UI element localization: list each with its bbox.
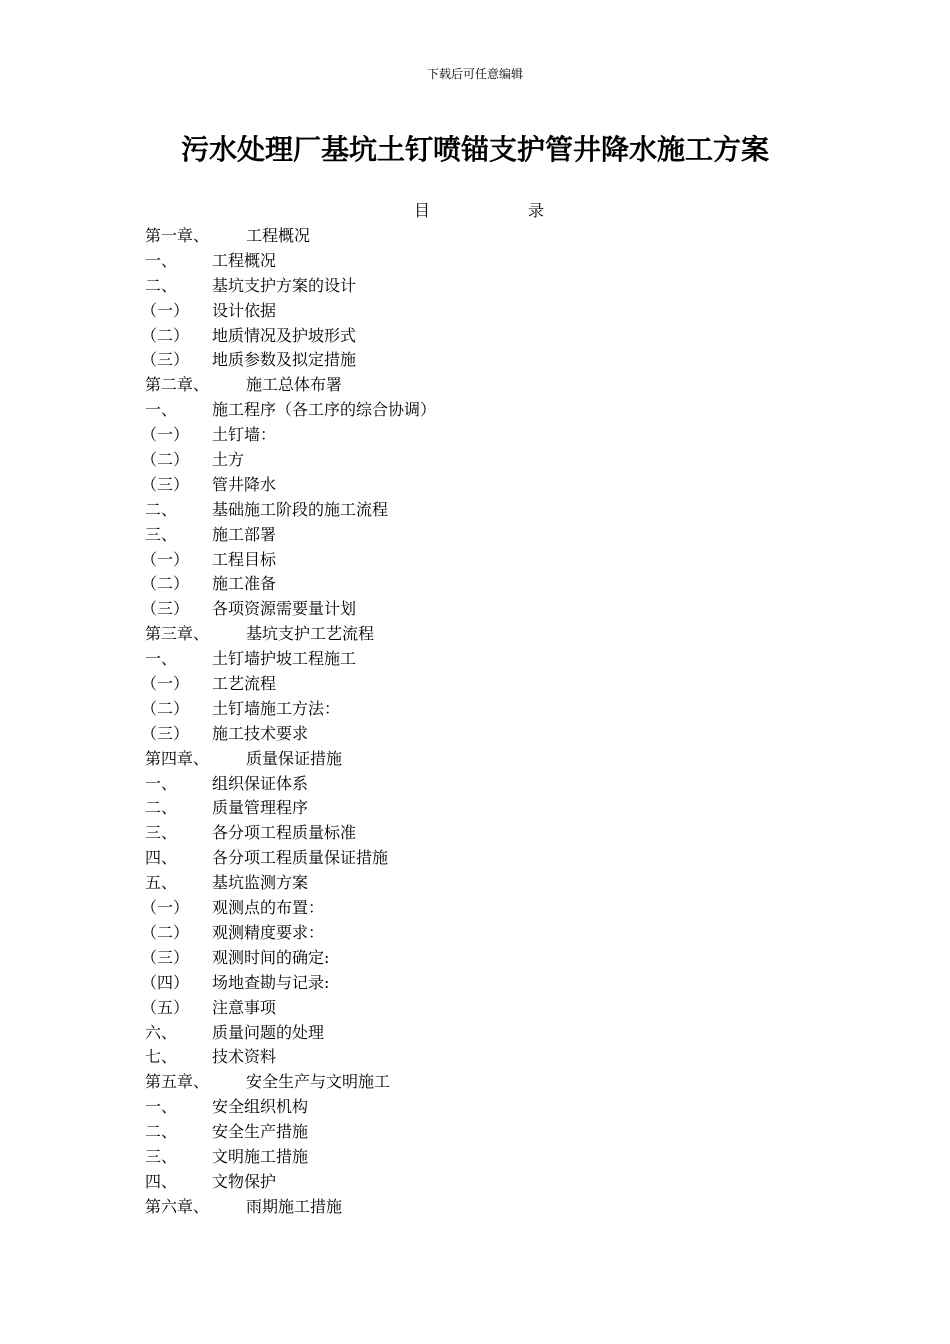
document-title: 污水处理厂基坑土钉喷锚支护管井降水施工方案 xyxy=(180,133,769,166)
toc-entry[interactable] xyxy=(145,373,805,398)
toc-entry-number: 四、 xyxy=(145,848,178,868)
toc-entry-number: 第三章、 xyxy=(145,624,210,644)
toc-entry-number: （五） xyxy=(141,997,190,1017)
toc-entry-text: 安全生产与文明施工 xyxy=(246,1072,391,1092)
toc-entry[interactable] xyxy=(145,647,805,672)
toc-entry[interactable] xyxy=(145,871,805,896)
toc-entry[interactable] xyxy=(145,747,805,772)
toc-entry-number: 六、 xyxy=(145,1022,178,1042)
toc-entry-text: 地质参数及拟定措施 xyxy=(212,350,357,370)
toc-entry-text: 质量管理程序 xyxy=(212,798,309,818)
toc-entry[interactable] xyxy=(141,348,805,373)
toc-entry[interactable] xyxy=(141,572,805,597)
toc-entry[interactable] xyxy=(145,398,805,423)
toc-entry-text: 工程概况 xyxy=(212,250,277,270)
toc-entry-text: 施工部署 xyxy=(212,524,277,544)
toc-entry-text: 文明施工措施 xyxy=(212,1146,309,1166)
toc-entry-number: 三、 xyxy=(145,1146,178,1166)
toc-entry-number: （三） xyxy=(141,723,190,743)
toc-entry-text: 管井降水 xyxy=(212,474,277,494)
toc-entry[interactable] xyxy=(145,498,805,523)
toc-entry-text: 质量保证措施 xyxy=(246,748,343,768)
toc-entry-text: 基础施工阶段的施工流程 xyxy=(212,499,389,519)
toc-entry-text: 基坑支护方案的设计 xyxy=(212,275,357,295)
toc-entry-text: 土钉墙： xyxy=(212,425,277,445)
toc-entry[interactable] xyxy=(145,1120,805,1145)
toc-entry-number: 一、 xyxy=(145,1097,178,1117)
toc-entry-number: 二、 xyxy=(145,798,178,818)
toc-entry-text: 质量问题的处理 xyxy=(212,1022,325,1042)
toc-entry-number: 第一章、 xyxy=(145,226,210,245)
toc-entry-text: 施工技术要求 xyxy=(212,723,309,743)
toc-entry[interactable] xyxy=(141,672,805,697)
toc-entry-number: （二） xyxy=(141,574,190,594)
toc-entry-text: 工程概况 xyxy=(246,226,311,245)
toc-entry[interactable] xyxy=(145,1070,805,1095)
toc-entry[interactable] xyxy=(145,523,805,548)
toc-entry-number: 四、 xyxy=(145,1171,178,1191)
toc-entry-text: 工程目标 xyxy=(212,549,277,569)
toc-entry-text: 观测时间的确定: xyxy=(212,947,330,967)
toc-entry-text: 各分项工程质量保证措施 xyxy=(212,848,389,868)
toc-entry[interactable] xyxy=(141,722,805,747)
toc-entry-number: 一、 xyxy=(145,250,178,270)
toc-entry-text: 基坑监测方案 xyxy=(212,873,309,893)
toc-entry-text: 土方 xyxy=(212,450,245,470)
toc-heading xyxy=(414,200,544,222)
toc-entry-number: 第四章、 xyxy=(145,748,210,768)
toc-entry-number: 第五章、 xyxy=(145,1072,210,1092)
toc-entry[interactable] xyxy=(141,473,805,498)
toc-entry-number: （二） xyxy=(141,922,190,942)
toc-entry[interactable] xyxy=(145,249,805,274)
toc-entry[interactable] xyxy=(145,1195,805,1220)
toc-entry-text: 土钉墙施工方法： xyxy=(212,698,341,718)
toc-entry[interactable] xyxy=(145,796,805,821)
toc-entry[interactable] xyxy=(141,971,805,996)
toc-entry-text: 各分项工程质量标准 xyxy=(212,823,357,843)
toc-entry[interactable] xyxy=(145,1170,805,1195)
toc-entry[interactable] xyxy=(145,1045,805,1070)
toc-entry[interactable] xyxy=(141,946,805,971)
toc-entry-number: （一） xyxy=(141,425,190,445)
toc-entry-text: 设计依据 xyxy=(212,300,277,320)
toc-entry-number: （三） xyxy=(141,947,190,967)
toc-entry-text: 施工准备 xyxy=(212,574,277,594)
toc-entry[interactable] xyxy=(145,772,805,797)
toc-entry-text: 观测点的布置： xyxy=(212,898,325,918)
toc-entry[interactable] xyxy=(141,896,805,921)
toc-entry[interactable] xyxy=(141,697,805,722)
toc-entry[interactable] xyxy=(145,1095,805,1120)
toc-entry-number: 五、 xyxy=(145,873,178,893)
toc-entry-text: 安全组织机构 xyxy=(212,1097,309,1117)
toc-entry-number: （一） xyxy=(141,674,190,694)
table-of-contents xyxy=(141,224,805,1220)
toc-entry-text: 场地查勘与记录: xyxy=(212,972,330,992)
toc-entry-text: 施工程序（各工序的综合协调） xyxy=(212,400,437,420)
toc-entry-text: 土钉墙护坡工程施工 xyxy=(212,649,357,669)
toc-entry-number: （二） xyxy=(141,450,190,470)
toc-entry-number: （三） xyxy=(141,599,190,619)
toc-entry-number: 二、 xyxy=(145,275,178,295)
toc-entry-text: 雨期施工措施 xyxy=(246,1196,343,1216)
toc-entry-number: （一） xyxy=(141,300,190,320)
toc-entry-text: 注意事项 xyxy=(212,997,277,1017)
toc-entry[interactable] xyxy=(145,1021,805,1046)
toc-entry-number: 二、 xyxy=(145,1122,178,1142)
toc-entry-number: 一、 xyxy=(145,649,178,669)
toc-entry-number: 一、 xyxy=(145,773,178,793)
toc-entry[interactable] xyxy=(145,274,805,299)
toc-entry[interactable] xyxy=(141,299,805,324)
toc-entry-number: 一、 xyxy=(145,400,178,420)
toc-entry[interactable] xyxy=(145,622,805,647)
header-note: 下载后可任意编辑 xyxy=(426,67,523,81)
toc-entry-number: （一） xyxy=(141,549,190,569)
toc-entry-number: （一） xyxy=(141,898,190,918)
toc-entry[interactable] xyxy=(145,821,805,846)
toc-entry[interactable] xyxy=(141,423,805,448)
toc-entry-number: 三、 xyxy=(145,524,178,544)
toc-entry-number: 三、 xyxy=(145,823,178,843)
toc-entry-number: （二） xyxy=(141,698,190,718)
toc-entry-number: 二、 xyxy=(145,499,178,519)
toc-entry-number: 七、 xyxy=(145,1047,178,1067)
toc-entry-number: 第二章、 xyxy=(145,375,210,395)
toc-entry[interactable] xyxy=(141,324,805,349)
toc-entry-text: 技术资料 xyxy=(212,1047,277,1067)
toc-entry[interactable] xyxy=(141,448,805,473)
toc-entry-text: 安全生产措施 xyxy=(212,1122,309,1142)
toc-heading-char-1: 目 xyxy=(414,201,431,220)
toc-entry-number: （四） xyxy=(141,972,190,992)
toc-entry-text: 工艺流程 xyxy=(212,674,277,694)
toc-entry[interactable] xyxy=(145,224,805,249)
toc-entry-number: （三） xyxy=(141,350,190,370)
toc-entry-number: （三） xyxy=(141,474,190,494)
toc-entry-number: 第六章、 xyxy=(145,1196,210,1216)
toc-entry-text: 文物保护 xyxy=(212,1171,277,1191)
toc-entry[interactable] xyxy=(141,548,805,573)
toc-entry-text: 观测精度要求： xyxy=(212,922,325,942)
toc-entry[interactable] xyxy=(141,921,805,946)
toc-entry-text: 组织保证体系 xyxy=(212,773,309,793)
toc-entry[interactable] xyxy=(145,1145,805,1170)
toc-heading-char-2: 录 xyxy=(527,201,544,220)
toc-entry-text: 施工总体布署 xyxy=(246,375,343,395)
toc-entry[interactable] xyxy=(141,996,805,1021)
toc-entry[interactable] xyxy=(145,846,805,871)
toc-entry-number: （二） xyxy=(141,325,190,345)
toc-entry-text: 基坑支护工艺流程 xyxy=(246,624,375,644)
toc-entry[interactable] xyxy=(141,597,805,622)
toc-entry-text: 地质情况及护坡形式 xyxy=(212,325,357,345)
toc-entry-text: 各项资源需要量计划 xyxy=(212,599,357,619)
